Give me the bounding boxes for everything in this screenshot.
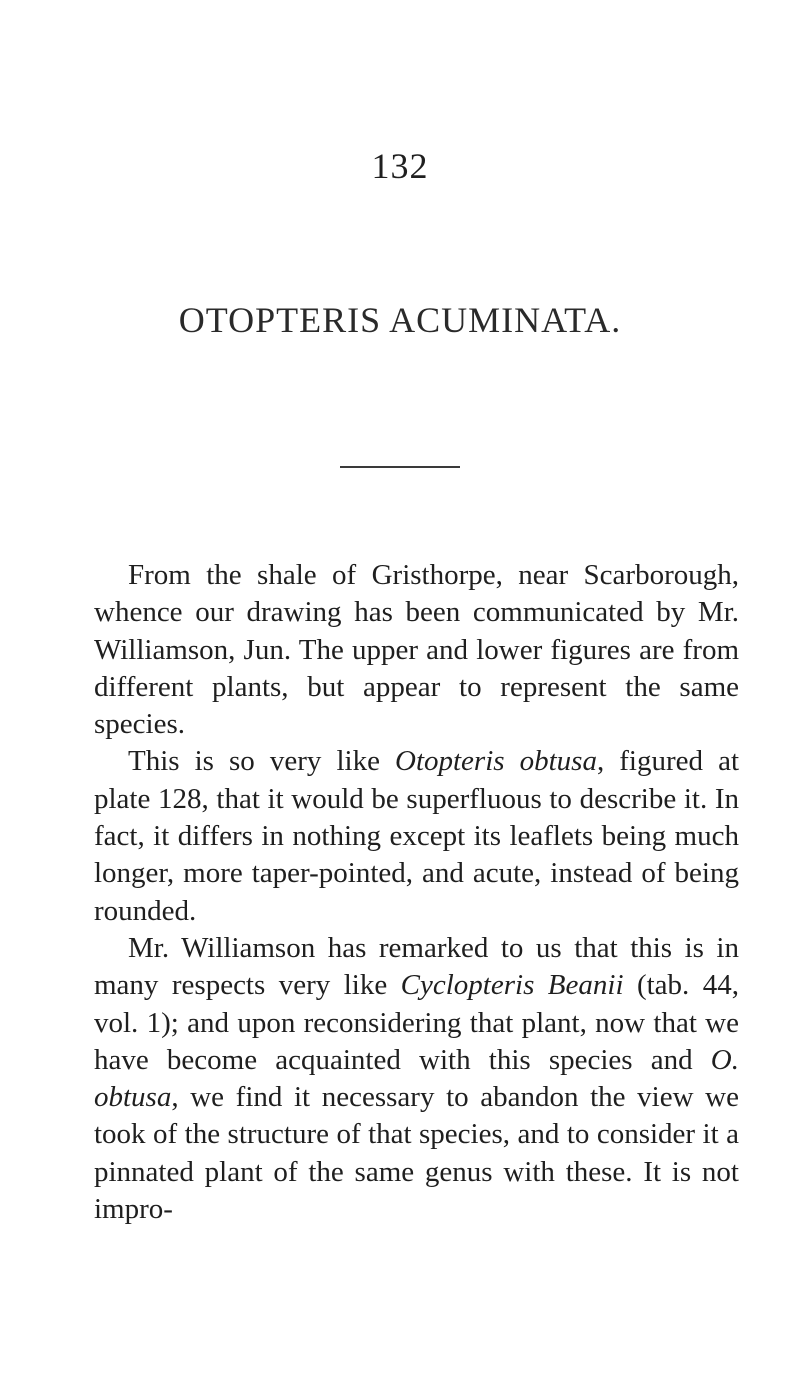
paragraph-2-text-a: This is so very like: [128, 745, 395, 778]
body-text: [94, 557, 739, 1228]
paragraph-1-text: From the shale of Gristhorpe, near Scarborough, whence our drawing has been communicated by Mr. Williamson, Jun. The upper and lower figures are from different plants, but appear to represent the same species.: [94, 559, 739, 741]
paragraph-3: [94, 930, 739, 1228]
title-divider: [340, 466, 460, 468]
species-name-o-obtusa: O. obtusa: [94, 1043, 739, 1114]
paragraph-3-text-a: Mr. Williamson has remarked to us that this is in many respects very like: [94, 931, 739, 1002]
paragraph-2-text-b: , figured at plate 128, that it would be superfluous to describe it. In fact, it differs in nothing except its leaflets being much longer, more taper-pointed, and acute, instead of being rounded.: [94, 745, 740, 927]
paragraph-3-text-c: , we find it necessary to abandon the view we took of the structure of that species, and to consider it a pinnated plant of the same genus with these. It is not impro-: [94, 1081, 739, 1226]
paragraph-1: [94, 557, 739, 743]
page-number: 132: [371, 146, 429, 186]
paragraph-2: [94, 743, 739, 929]
page-title: OTOPTERIS ACUMINATA.: [178, 300, 622, 340]
species-name-cyclopteris-beanii: Cyclopteris Beanii: [400, 969, 624, 1002]
paragraph-3-text-b: (tab. 44, vol. 1); and upon reconsidering that plant, now that we have become acquainted with this species and: [94, 969, 740, 1076]
species-name-otopteris-obtusa: Otopteris obtusa: [395, 745, 597, 778]
